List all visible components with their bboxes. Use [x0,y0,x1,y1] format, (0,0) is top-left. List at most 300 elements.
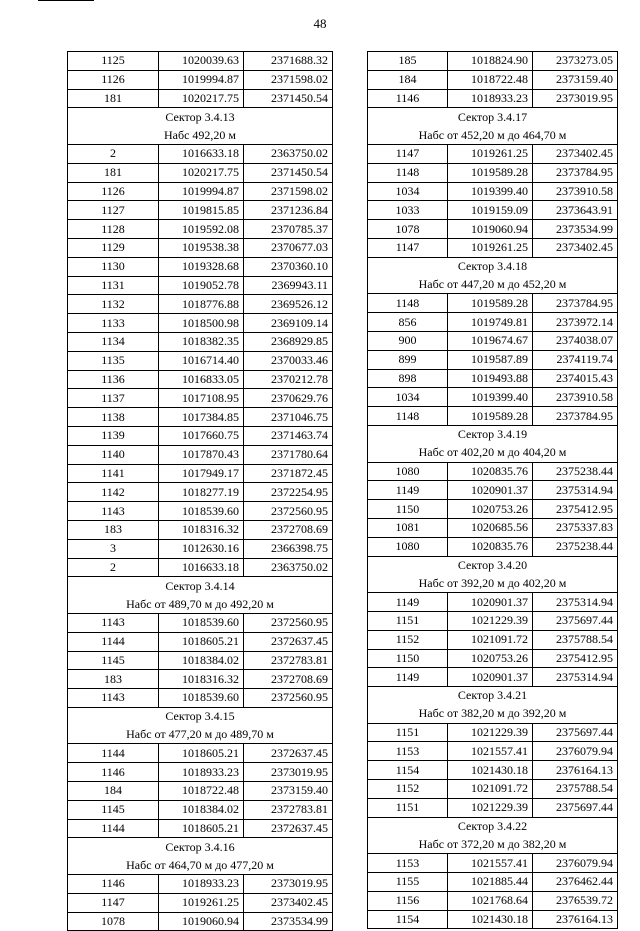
table-row [68,782,333,801]
table-row [68,314,333,333]
y-coordinate-cell: 2372708.69 [244,520,333,539]
x-coordinate-cell: 1019815.85 [159,201,244,220]
table-row [368,854,618,873]
sector-elevation-row [68,856,333,874]
y-coordinate-cell: 2369526.12 [244,295,333,314]
table-row [68,201,333,220]
x-coordinate-cell: 1020753.26 [448,649,533,668]
y-coordinate-cell: 2376164.13 [533,910,618,929]
scan-corner-mark [38,0,94,1]
y-coordinate-cell: 2373273.05 [533,52,618,71]
y-coordinate-cell: 2375788.54 [533,630,618,649]
table-row [368,462,618,481]
point-number-cell: 1148 [368,163,448,182]
point-number-cell: 1148 [368,407,448,426]
x-coordinate-cell: 1017660.75 [159,426,244,445]
x-coordinate-cell: 1019159.09 [448,201,533,220]
point-number-cell: 1126 [68,182,159,201]
point-number-cell: 1146 [68,875,159,894]
x-coordinate-cell: 1018824.90 [448,52,533,71]
point-number-cell: 1034 [368,388,448,407]
sector-elevation-row [368,444,618,462]
table-row [368,742,618,761]
x-coordinate-cell: 1020835.76 [448,462,533,481]
y-coordinate-cell: 2372560.95 [244,689,333,708]
table-row [368,518,618,537]
x-coordinate-cell: 1016714.40 [159,351,244,370]
x-coordinate-cell: 1019674.67 [448,331,533,350]
point-number-cell: 1078 [368,220,448,239]
x-coordinate-cell: 1017870.43 [159,445,244,464]
y-coordinate-cell: 2370212.78 [244,370,333,389]
y-coordinate-cell: 2372637.45 [244,632,333,651]
point-number-cell: 1149 [368,593,448,612]
x-coordinate-cell: 1018605.21 [159,744,244,763]
table-row [368,780,618,799]
point-number-cell: 1080 [368,462,448,481]
y-coordinate-cell: 2373534.99 [244,912,333,931]
y-coordinate-cell: 2376539.72 [533,891,618,910]
sector-header-row [68,838,333,856]
y-coordinate-cell: 2371688.32 [244,52,333,71]
table-row [68,632,333,651]
point-number-cell: 1143 [68,613,159,632]
y-coordinate-cell: 2373910.58 [533,182,618,201]
x-coordinate-cell: 1021229.39 [448,798,533,817]
y-coordinate-cell: 2363750.02 [244,144,333,163]
table-row [68,763,333,782]
sector-header-row [68,577,333,595]
point-number-cell: 1129 [68,238,159,257]
x-coordinate-cell: 1018539.60 [159,502,244,521]
sector-elevation: Набс от 382,20 м до 392,20 м [368,705,618,723]
table-row [68,276,333,295]
x-coordinate-cell: 1020901.37 [448,668,533,687]
x-coordinate-cell: 1018605.21 [159,632,244,651]
x-coordinate-cell: 1018776.88 [159,295,244,314]
y-coordinate-cell: 2363750.02 [244,558,333,577]
table-row [368,70,618,89]
sector-title: Сектор 3.4.19 [368,425,618,443]
point-number-cell: 183 [68,670,159,689]
point-number-cell: 1146 [368,89,448,108]
table-row [368,481,618,500]
y-coordinate-cell: 2371872.45 [244,464,333,483]
point-number-cell: 1141 [68,464,159,483]
point-number-cell: 1034 [368,182,448,201]
point-number-cell: 1148 [368,294,448,313]
x-coordinate-cell: 1018316.32 [159,520,244,539]
sector-elevation-row [368,574,618,592]
sector-header-row [68,108,333,126]
x-coordinate-cell: 1017108.95 [159,389,244,408]
y-coordinate-cell: 2370629.76 [244,389,333,408]
table-row [368,369,618,388]
table-row [68,800,333,819]
x-coordinate-cell: 1019538.38 [159,238,244,257]
sector-elevation: Набс от 402,20 м до 404,20 м [368,444,618,462]
point-number-cell: 1154 [368,761,448,780]
point-number-cell: 1151 [368,723,448,742]
sector-title: Сектор 3.4.13 [68,108,333,126]
x-coordinate-cell: 1018933.23 [448,89,533,108]
point-number-cell: 856 [368,313,448,332]
table-row [368,238,618,257]
x-coordinate-cell: 1018277.19 [159,483,244,502]
y-coordinate-cell: 2375337.83 [533,518,618,537]
left-coordinate-table-column [67,51,332,931]
table-row [68,558,333,577]
table-row [68,613,333,632]
right-coordinate-table [367,51,618,929]
table-row [368,593,618,612]
x-coordinate-cell: 1018500.98 [159,314,244,333]
x-coordinate-cell: 1019261.25 [448,238,533,257]
table-row [68,893,333,912]
point-number-cell: 2 [68,558,159,577]
y-coordinate-cell: 2373784.95 [533,294,618,313]
page-number: 48 [313,16,327,31]
y-coordinate-cell: 2375314.94 [533,668,618,687]
x-coordinate-cell: 1020753.26 [448,500,533,519]
table-row [368,649,618,668]
point-number-cell: 2 [68,144,159,163]
x-coordinate-cell: 1021091.72 [448,780,533,799]
point-number-cell: 1147 [68,893,159,912]
table-row [368,201,618,220]
point-number-cell: 181 [68,89,159,108]
x-coordinate-cell: 1020039.63 [159,52,244,71]
x-coordinate-cell: 1018316.32 [159,670,244,689]
table-row [68,182,333,201]
x-coordinate-cell: 1021091.72 [448,630,533,649]
point-number-cell: 1145 [68,800,159,819]
y-coordinate-cell: 2373019.95 [244,875,333,894]
sector-elevation-row [368,705,618,723]
table-row [68,689,333,708]
x-coordinate-cell: 1019399.40 [448,388,533,407]
point-number-cell: 1144 [68,632,159,651]
table-row [68,819,333,838]
point-number-cell: 898 [368,369,448,388]
table-row [368,630,618,649]
y-coordinate-cell: 2375788.54 [533,780,618,799]
right-coordinate-table-column [367,51,617,929]
point-number-cell: 1144 [68,744,159,763]
sector-elevation: Набс от 452,20 м до 464,70 м [368,126,618,144]
x-coordinate-cell: 1018722.48 [159,782,244,801]
x-coordinate-cell: 1019749.81 [448,313,533,332]
sector-title: Сектор 3.4.17 [368,108,618,126]
table-row [68,220,333,239]
y-coordinate-cell: 2376462.44 [533,873,618,892]
x-coordinate-cell: 1021768.64 [448,891,533,910]
table-row [68,257,333,276]
table-row [368,163,618,182]
x-coordinate-cell: 1021229.39 [448,611,533,630]
x-coordinate-cell: 1020901.37 [448,593,533,612]
y-coordinate-cell: 2366398.75 [244,539,333,558]
table-row [68,502,333,521]
y-coordinate-cell: 2373402.45 [244,893,333,912]
x-coordinate-cell: 1020217.75 [159,89,244,108]
x-coordinate-cell: 1018605.21 [159,819,244,838]
point-number-cell: 1135 [68,351,159,370]
x-coordinate-cell: 1019592.08 [159,220,244,239]
x-coordinate-cell: 1016833.05 [159,370,244,389]
sector-header-row [368,687,618,705]
y-coordinate-cell: 2370033.46 [244,351,333,370]
point-number-cell: 1150 [368,500,448,519]
y-coordinate-cell: 2376079.94 [533,854,618,873]
sector-header-row [368,108,618,126]
table-row [368,761,618,780]
sector-title: Сектор 3.4.20 [368,556,618,574]
y-coordinate-cell: 2370785.37 [244,220,333,239]
left-coordinate-table [67,51,333,931]
y-coordinate-cell: 2375238.44 [533,537,618,556]
y-coordinate-cell: 2376164.13 [533,761,618,780]
table-row [68,144,333,163]
point-number-cell: 1147 [368,238,448,257]
table-row [68,70,333,89]
y-coordinate-cell: 2371236.84 [244,201,333,220]
table-row [68,163,333,182]
y-coordinate-cell: 2373402.45 [533,144,618,163]
point-number-cell: 1134 [68,332,159,351]
point-number-cell: 1131 [68,276,159,295]
table-row [68,651,333,670]
y-coordinate-cell: 2375314.94 [533,593,618,612]
table-row [68,332,333,351]
x-coordinate-cell: 1019399.40 [448,182,533,201]
y-coordinate-cell: 2375697.44 [533,723,618,742]
table-row [68,483,333,502]
point-number-cell: 1152 [368,780,448,799]
point-number-cell: 899 [368,350,448,369]
x-coordinate-cell: 1019052.78 [159,276,244,295]
table-row [368,723,618,742]
y-coordinate-cell: 2371463.74 [244,426,333,445]
y-coordinate-cell: 2373019.95 [244,763,333,782]
table-row [368,910,618,929]
sector-elevation: Набс от 372,20 м до 382,20 м [368,835,618,853]
y-coordinate-cell: 2376079.94 [533,742,618,761]
table-row [68,875,333,894]
point-number-cell: 1153 [368,742,448,761]
point-number-cell: 1078 [68,912,159,931]
table-row [68,520,333,539]
x-coordinate-cell: 1021229.39 [448,723,533,742]
table-row [368,331,618,350]
point-number-cell: 1033 [368,201,448,220]
sector-elevation: Набс 492,20 м [68,126,333,144]
table-row [368,891,618,910]
x-coordinate-cell: 1018722.48 [448,70,533,89]
table-row [368,407,618,426]
table-row [68,389,333,408]
x-coordinate-cell: 1021885.44 [448,873,533,892]
sector-elevation: Набс от 464,70 м до 477,20 м [68,856,333,874]
sector-elevation-row [368,835,618,853]
x-coordinate-cell: 1019589.28 [448,407,533,426]
point-number-cell: 1080 [368,537,448,556]
point-number-cell: 1128 [68,220,159,239]
y-coordinate-cell: 2373159.40 [533,70,618,89]
sector-title: Сектор 3.4.14 [68,577,333,595]
x-coordinate-cell: 1019587.89 [448,350,533,369]
y-coordinate-cell: 2368929.85 [244,332,333,351]
y-coordinate-cell: 2369109.14 [244,314,333,333]
point-number-cell: 1144 [68,819,159,838]
y-coordinate-cell: 2375412.95 [533,649,618,668]
y-coordinate-cell: 2371450.54 [244,89,333,108]
point-number-cell: 1126 [68,70,159,89]
point-number-cell: 1127 [68,201,159,220]
y-coordinate-cell: 2371046.75 [244,408,333,427]
y-coordinate-cell: 2372560.95 [244,502,333,521]
y-coordinate-cell: 2372560.95 [244,613,333,632]
point-number-cell: 1149 [368,668,448,687]
x-coordinate-cell: 1018384.02 [159,800,244,819]
sector-elevation: Набс от 447,20 м до 452,20 м [368,276,618,294]
table-row [68,912,333,931]
x-coordinate-cell: 1018539.60 [159,689,244,708]
table-row [368,144,618,163]
sector-elevation: Набс от 392,20 м до 402,20 м [368,574,618,592]
point-number-cell: 1130 [68,257,159,276]
sector-title: Сектор 3.4.18 [368,257,618,275]
y-coordinate-cell: 2373784.95 [533,163,618,182]
x-coordinate-cell: 1019261.25 [448,144,533,163]
x-coordinate-cell: 1016633.18 [159,558,244,577]
table-row [368,611,618,630]
y-coordinate-cell: 2374015.43 [533,369,618,388]
point-number-cell: 1149 [368,481,448,500]
sector-elevation: Набс от 489,70 м до 492,20 м [68,595,333,613]
y-coordinate-cell: 2371450.54 [244,163,333,182]
point-number-cell: 183 [68,520,159,539]
y-coordinate-cell: 2374038.07 [533,331,618,350]
y-coordinate-cell: 2373402.45 [533,238,618,257]
x-coordinate-cell: 1019060.94 [448,220,533,239]
table-row [68,426,333,445]
x-coordinate-cell: 1021430.18 [448,910,533,929]
sector-header-row [368,425,618,443]
point-number-cell: 1133 [68,314,159,333]
y-coordinate-cell: 2375314.94 [533,481,618,500]
point-number-cell: 1132 [68,295,159,314]
table-row [68,238,333,257]
x-coordinate-cell: 1019589.28 [448,163,533,182]
point-number-cell: 1137 [68,389,159,408]
table-row [368,313,618,332]
point-number-cell: 1146 [68,763,159,782]
sector-elevation-row [68,726,333,744]
sector-header-row [68,707,333,725]
y-coordinate-cell: 2371598.02 [244,182,333,201]
sector-elevation-row [368,126,618,144]
x-coordinate-cell: 1021557.41 [448,742,533,761]
x-coordinate-cell: 1012630.16 [159,539,244,558]
x-coordinate-cell: 1019261.25 [159,893,244,912]
y-coordinate-cell: 2372708.69 [244,670,333,689]
x-coordinate-cell: 1018539.60 [159,613,244,632]
point-number-cell: 184 [368,70,448,89]
y-coordinate-cell: 2373159.40 [244,782,333,801]
sector-elevation-row [68,595,333,613]
y-coordinate-cell: 2371598.02 [244,70,333,89]
table-row [68,539,333,558]
x-coordinate-cell: 1020835.76 [448,537,533,556]
table-row [68,370,333,389]
y-coordinate-cell: 2372637.45 [244,819,333,838]
table-row [368,537,618,556]
y-coordinate-cell: 2371780.64 [244,445,333,464]
y-coordinate-cell: 2372254.95 [244,483,333,502]
point-number-cell: 1156 [368,891,448,910]
sector-header-row [368,257,618,275]
x-coordinate-cell: 1017949.17 [159,464,244,483]
x-coordinate-cell: 1018384.02 [159,651,244,670]
y-coordinate-cell: 2373910.58 [533,388,618,407]
sector-title: Сектор 3.4.21 [368,687,618,705]
x-coordinate-cell: 1019328.68 [159,257,244,276]
point-number-cell: 1081 [368,518,448,537]
x-coordinate-cell: 1019994.87 [159,70,244,89]
x-coordinate-cell: 1020901.37 [448,481,533,500]
table-row [368,89,618,108]
x-coordinate-cell: 1020685.56 [448,518,533,537]
table-row [68,464,333,483]
point-number-cell: 1151 [368,798,448,817]
point-number-cell: 1142 [68,483,159,502]
point-number-cell: 1125 [68,52,159,71]
point-number-cell: 1154 [368,910,448,929]
table-row [368,294,618,313]
sector-title: Сектор 3.4.15 [68,707,333,725]
table-row [368,500,618,519]
sector-title: Сектор 3.4.22 [368,817,618,835]
y-coordinate-cell: 2373784.95 [533,407,618,426]
sector-elevation: Набс от 477,20 м до 489,70 м [68,726,333,744]
point-number-cell: 1155 [368,873,448,892]
y-coordinate-cell: 2370677.03 [244,238,333,257]
point-number-cell: 3 [68,539,159,558]
y-coordinate-cell: 2375412.95 [533,500,618,519]
x-coordinate-cell: 1018382.35 [159,332,244,351]
point-number-cell: 1151 [368,611,448,630]
x-coordinate-cell: 1017384.85 [159,408,244,427]
table-row [68,351,333,370]
table-row [368,220,618,239]
point-number-cell: 900 [368,331,448,350]
point-number-cell: 1140 [68,445,159,464]
point-number-cell: 1150 [368,649,448,668]
table-row [368,350,618,369]
y-coordinate-cell: 2372783.81 [244,800,333,819]
y-coordinate-cell: 2369943.11 [244,276,333,295]
y-coordinate-cell: 2374119.74 [533,350,618,369]
x-coordinate-cell: 1018933.23 [159,763,244,782]
x-coordinate-cell: 1020217.75 [159,163,244,182]
table-row [368,182,618,201]
x-coordinate-cell: 1018933.23 [159,875,244,894]
table-row [68,52,333,71]
sector-header-row [368,817,618,835]
y-coordinate-cell: 2375697.44 [533,798,618,817]
point-number-cell: 1138 [68,408,159,427]
